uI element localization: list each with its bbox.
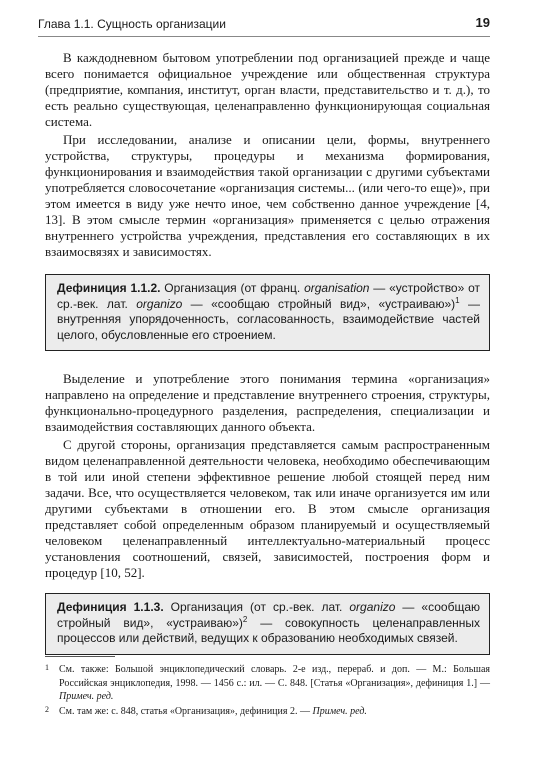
footnote-number: 2 — [45, 704, 49, 714]
definition-term: organizo — [349, 600, 396, 614]
definition-box — [45, 274, 490, 351]
footnote — [45, 663, 490, 704]
definition-box — [45, 593, 490, 655]
definition-text: — «сообщаю стройный вид», «устраиваю») — [182, 296, 456, 311]
footnote-divider — [45, 656, 115, 657]
footnote-ref[interactable]: 1 — [455, 295, 460, 305]
definition-text: — внутренняя упорядоченность, согласованность, взаимодействие частей целого, обусловленные его строением. — [57, 296, 480, 342]
footnote-note: Примеч. ред. — [312, 705, 367, 717]
footnote-text: См. там же: с. 848, статья «Организация», дефиниция 2. — — [59, 705, 313, 717]
footnotes — [45, 663, 490, 719]
definition-term: organisation — [304, 281, 370, 295]
definition-text: — «устройство» от ср.-век. лат. — [57, 281, 480, 311]
footnote-ref[interactable]: 2 — [242, 614, 248, 624]
definition-text: — «сообщаю стройный вид», «устраиваю») — [57, 600, 480, 630]
page-number: 19 — [475, 15, 490, 30]
paragraph: С другой стороны, организация представляется самым распространенным видом целенаправленной деятельности человека, необходимо обеспечивающим в той или иной степени эффективное решение любой стоящей перед ним задачи. Все, что осуществляется человеком, так или иначе организуется им или другими субъектами в отношении его. В этом смысле организация представляет собой определенным образом планируемый и осуществляемый человеком целенаправленный интеллектуально-материальный процесс установления соотношений, связей, зависимостей, построения форм и процедур [10, 52]. — [45, 437, 490, 580]
chapter-title: Глава 1.1. Сущность организации — [38, 17, 226, 31]
paragraph: Выделение и употребление этого понимания термина «организация» направлено на определение и представление внутреннего строения, структуры, функционально-процедурного разделения, распределения, специализации и взаимодействия составляющих данного объекта. — [45, 371, 490, 434]
running-header — [38, 14, 490, 37]
footnote-text: См. также: Большой энциклопедический словарь. 2-е изд., перераб. и доп. — М.: Большая Российская энциклопедия, 1998. — 1456 с.: ил. — С. 848. [Статья «Организация», дефиниция 1.] — — [59, 664, 490, 689]
paragraph: При исследовании, анализе и описании цели, формы, внутреннего устройства, структуры, процедуры и механизма формирования, функционирования и взаимодействия такой организации с другими субъектами употребляется словосочетание «организация системы... (или чего-то еще)», при этом имеется в виду уже нечто иное, чем собственно данное учреждение [4, 13]. В этом смысле термин «организация» применяется с целью отражения внутреннего устройства учреждения, представления его составляющих в их взаимосвязях и зависимостях. — [45, 132, 490, 259]
definition-label: Дефиниция 1.1.2. — [57, 281, 161, 295]
main-text — [45, 50, 490, 655]
paragraph: В каждодневном бытовом употреблении под организацией прежде и чаще всего понимается официальное учреждение или общественная структура (предприятие, компания, институт, орган власти, представительство и т. д.), то есть реально существующая, целенаправленно функционирующая социальная система. — [45, 50, 490, 129]
definition-label: Дефиниция 1.1.3. — [57, 600, 164, 614]
footnote-number: 1 — [45, 663, 49, 672]
definition-text: Организация (от франц. — [160, 281, 305, 295]
footnote-note: Примеч. ред. — [59, 691, 114, 702]
footnote — [45, 705, 490, 719]
definition-text: Организация (от ср.-век. лат. — [163, 600, 350, 614]
definition-term: organizo — [136, 296, 183, 311]
definition-text: — совокупность целенаправленных процессов или действий, ведущих к образованию необходимых связей. — [57, 615, 480, 645]
